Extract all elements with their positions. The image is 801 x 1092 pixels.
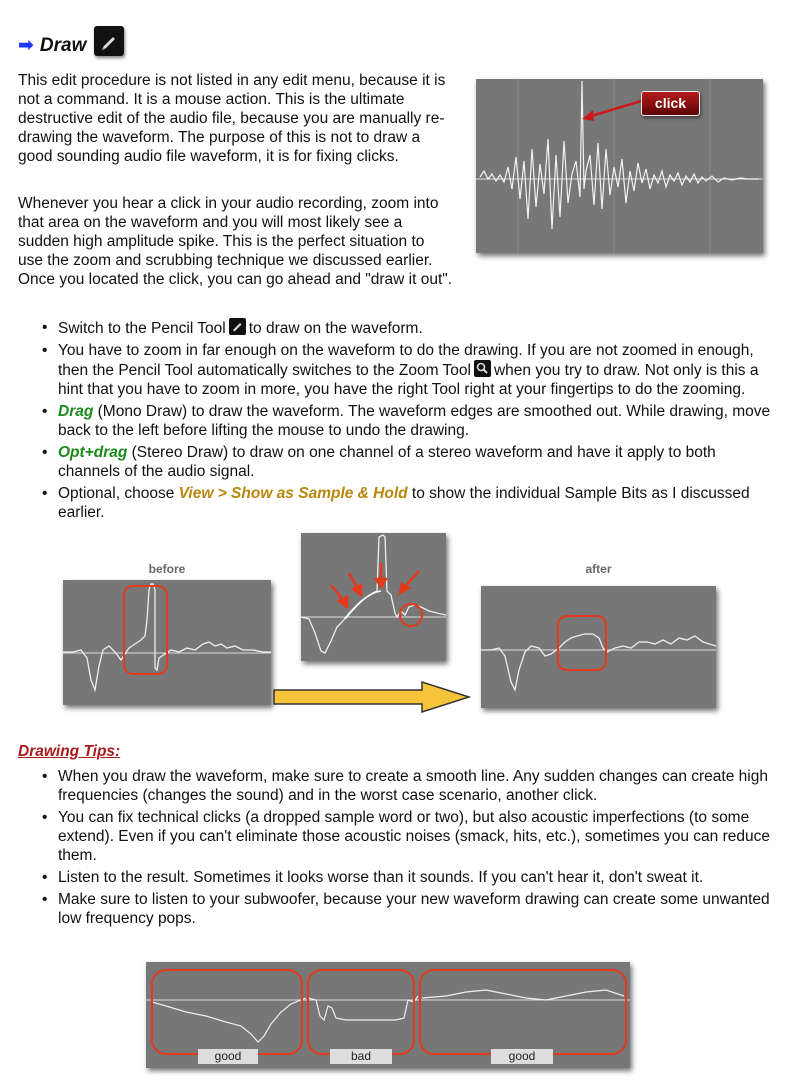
after-caption: after <box>585 562 612 576</box>
zoomed-drawing-image <box>301 533 446 661</box>
click-callout: click <box>641 91 700 116</box>
step-text: (Stereo Draw) to draw on one channel of a stereo waveform and have it apply to both channels of the audio signal. <box>58 444 716 480</box>
step-text: when you try to draw. Not only is this a hint that you have to zoom in more, you have the right Tool right at your fingertips to do the zooming. <box>58 362 759 398</box>
list-item <box>42 402 772 440</box>
list-item <box>42 443 772 481</box>
before-waveform-image <box>63 580 271 705</box>
menu-path: View > Show as Sample & Hold <box>178 485 408 502</box>
tip-text: You can fix technical clicks (a dropped sample word or two), but also acoustic imperfections (to some extend). Even if you can't eliminate those acoustic noises (smack, hits, etc.), sometimes you can reduce them. <box>58 809 770 864</box>
shortcut-label: Drag <box>58 403 94 420</box>
drawing-tips-heading: Drawing Tips: <box>18 743 121 760</box>
pencil-tool-icon <box>229 318 246 335</box>
click-waveform-image <box>476 79 763 253</box>
after-waveform-image <box>481 586 716 708</box>
tip-text: When you draw the waveform, make sure to create a smooth line. Any sudden changes can create high frequencies (changes the sound) and in the worst case scenario, another click. <box>58 768 768 804</box>
good-label: good <box>198 1049 258 1064</box>
shortcut-label: Opt+drag <box>58 444 128 461</box>
list-item <box>42 484 772 522</box>
list-item <box>42 767 772 805</box>
list-item <box>42 341 772 399</box>
zoom-tool-icon <box>474 360 491 377</box>
step-text: You have to zoom in far enough on the waveform to do the drawing. If you are not zoomed in enough, then the Pencil Tool automatically switches to the Zoom Tool <box>58 342 754 379</box>
tips-list <box>42 767 772 931</box>
arrow-right-icon: ➡ <box>18 35 34 56</box>
step-text: to show the individual Sample Bits as I discussed earlier. <box>58 485 750 521</box>
title-text: Draw <box>39 35 87 56</box>
good-label: good <box>491 1049 553 1064</box>
section-title <box>18 34 86 58</box>
step-text: to draw on the waveform. <box>248 320 423 337</box>
arrow-right-graphic <box>272 680 472 714</box>
list-item <box>42 318 772 338</box>
before-caption: before <box>148 562 186 576</box>
step-text: Switch to the Pencil Tool <box>58 320 226 337</box>
step-text: Optional, choose <box>58 485 179 502</box>
bad-label: bad <box>330 1049 392 1064</box>
tip-text: Make sure to listen to your subwoofer, because your new waveform drawing can create some unwanted low frequency pops. <box>58 891 770 927</box>
list-item <box>42 868 772 887</box>
list-item <box>42 808 772 865</box>
tip-text: Listen to the result. Sometimes it looks worse than it sounds. If you can't hear it, don't sweat it. <box>58 869 704 886</box>
list-item <box>42 890 772 928</box>
step-text: (Mono Draw) to draw the waveform. The waveform edges are smoothed out. While drawing, move back to the left before lifting the mouse to undo the drawing. <box>58 403 771 439</box>
pencil-tool-icon <box>94 26 124 56</box>
intro-paragraph-1: This edit procedure is not listed in any edit menu, because it is not a command. It is a mouse action. This is the ultimate destructive edit of the audio file, because you are manually re-drawing the waveform. The purpose of this is not to draw a good sounding audio file waveform, it is for fixing clicks. <box>18 72 446 165</box>
intro-paragraph-2: Whenever you hear a click in your audio recording, zoom into that area on the waveform and you will most likely see a sudden high amplitude spike. This is the perfect situation to use the zoom and scrubbing technique we discussed earlier. Once you located the click, you can go ahead and "draw it out". <box>18 195 453 288</box>
steps-list <box>42 318 772 525</box>
